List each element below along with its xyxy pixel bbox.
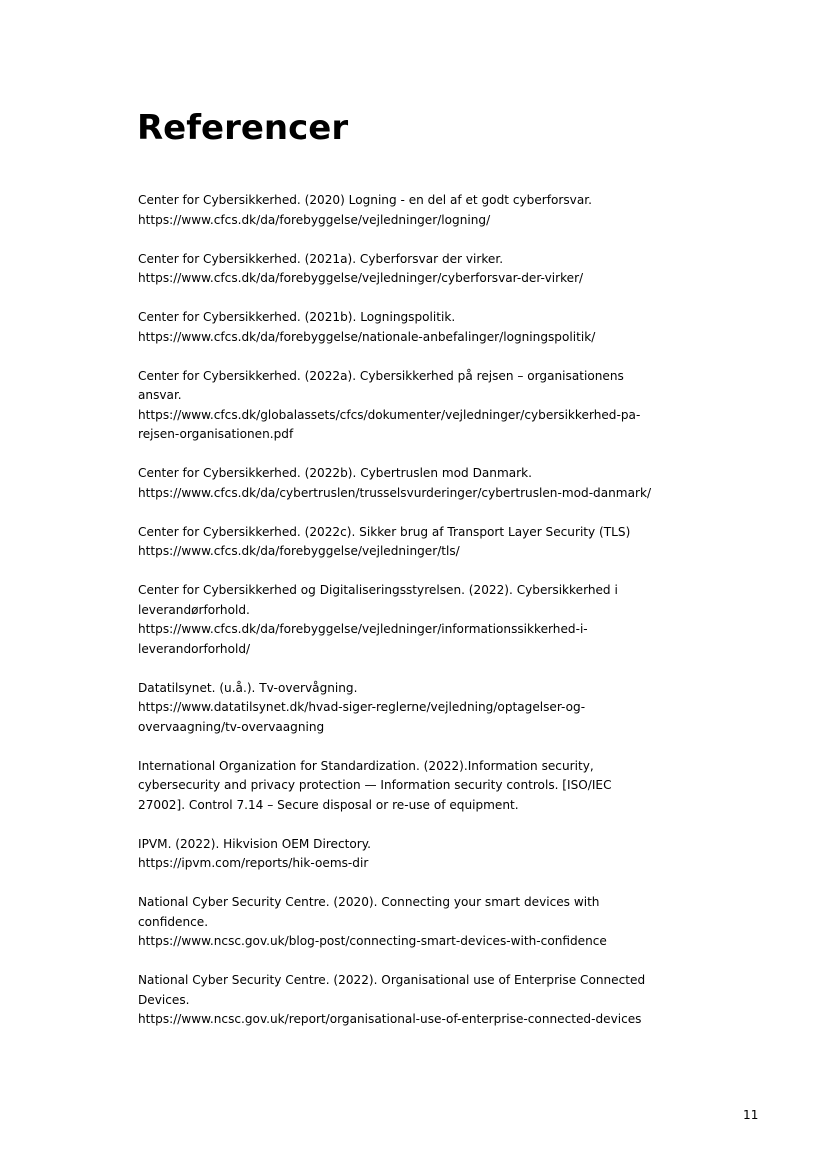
reference-item <box>138 523 738 562</box>
reference-url[interactable]: https://www.cfcs.dk/da/forebyggelse/vejledninger/informationssikkerhed-i- <box>138 622 588 636</box>
reference-item <box>138 308 738 347</box>
reference-url[interactable]: https://www.cfcs.dk/globalassets/cfcs/dokumenter/vejledninger/cybersikkerhed-pa- <box>138 407 641 422</box>
reference-line: National Cyber Security Centre. (2022). Organisational use of Enterprise Connected <box>138 973 646 987</box>
reference-item <box>138 893 738 952</box>
reference-line: Center for Cybersikkerhed. (2022c). Sikker brug af Transport Layer Security (TLS) <box>138 524 631 539</box>
reference-url[interactable]: https://www.ncsc.gov.uk/report/organisational-use-of-enterprise-connected-devices <box>138 1012 642 1026</box>
reference-line: cybersecurity and privacy protection — Information security controls. [ISO/IEC <box>138 778 612 792</box>
reference-item <box>138 835 738 874</box>
reference-url[interactable]: https://www.cfcs.dk/da/forebyggelse/nationale-anbefalinger/logningspolitik/ <box>138 329 596 344</box>
reference-line: Center for Cybersikkerhed. (2021b). Logningspolitik. <box>138 310 456 324</box>
page-title: Referencer <box>137 108 349 148</box>
page-number: 11 <box>743 1108 759 1122</box>
reference-line: leverandørforhold. <box>138 602 250 617</box>
reference-line: Center for Cybersikkerhed og Digitaliseringsstyrelsen. (2022). Cybersikkerhed i <box>138 583 618 597</box>
reference-url[interactable]: https://ipvm.com/reports/hik-oems-dir <box>138 856 369 870</box>
reference-url[interactable]: https://www.cfcs.dk/da/cybertruslen/trusselsvurderinger/cybertruslen-mod-danmark/ <box>138 485 652 500</box>
reference-url[interactable]: https://www.cfcs.dk/da/forebyggelse/vejledninger/logning/ <box>138 212 491 227</box>
reference-list <box>138 191 738 1049</box>
reference-line: Devices. <box>138 992 190 1007</box>
reference-line: 27002]. Control 7.14 – Secure disposal or re-use of equipment. <box>138 797 519 812</box>
reference-url[interactable]: https://www.datatilsynet.dk/hvad-siger-reglerne/vejledning/optagelser-og- <box>138 700 586 714</box>
reference-line: Center for Cybersikkerhed. (2022a). Cybersikkerhed på rejsen – organisationens <box>138 368 624 383</box>
reference-line: confidence. <box>138 914 209 929</box>
reference-url[interactable]: overvaagning/tv-overvaagning <box>138 719 325 734</box>
reference-line: Center for Cybersikkerhed. (2020) Logning - en del af et godt cyberforsvar. <box>138 193 592 207</box>
reference-item <box>138 581 738 659</box>
reference-item <box>138 679 738 738</box>
reference-url[interactable]: https://www.cfcs.dk/da/forebyggelse/vejledninger/tls/ <box>138 544 460 558</box>
reference-item <box>138 367 738 445</box>
reference-line: National Cyber Security Centre. (2020). Connecting your smart devices with <box>138 895 600 909</box>
reference-url[interactable]: https://www.cfcs.dk/da/forebyggelse/vejledninger/cyberforsvar-der-virker/ <box>138 271 584 285</box>
reference-url[interactable]: https://www.ncsc.gov.uk/blog-post/connecting-smart-devices-with-confidence <box>138 934 607 948</box>
reference-line: Datatilsynet. (u.å.). Tv-overvågning. <box>138 680 358 695</box>
reference-line: IPVM. (2022). Hikvision OEM Directory. <box>138 836 371 851</box>
reference-url[interactable]: leverandorforhold/ <box>138 641 251 656</box>
reference-url[interactable]: rejsen-organisationen.pdf <box>138 427 294 441</box>
reference-item <box>138 250 738 289</box>
reference-item <box>138 757 738 816</box>
reference-line: International Organization for Standardization. (2022).Information security, <box>138 758 594 773</box>
reference-item <box>138 971 738 1030</box>
reference-line: ansvar. <box>138 388 182 402</box>
reference-item <box>138 464 738 503</box>
reference-line: Center for Cybersikkerhed. (2022b). Cybertruslen mod Danmark. <box>138 466 532 480</box>
reference-item <box>138 191 738 230</box>
reference-line: Center for Cybersikkerhed. (2021a). Cyberforsvar der virker. <box>138 251 504 266</box>
